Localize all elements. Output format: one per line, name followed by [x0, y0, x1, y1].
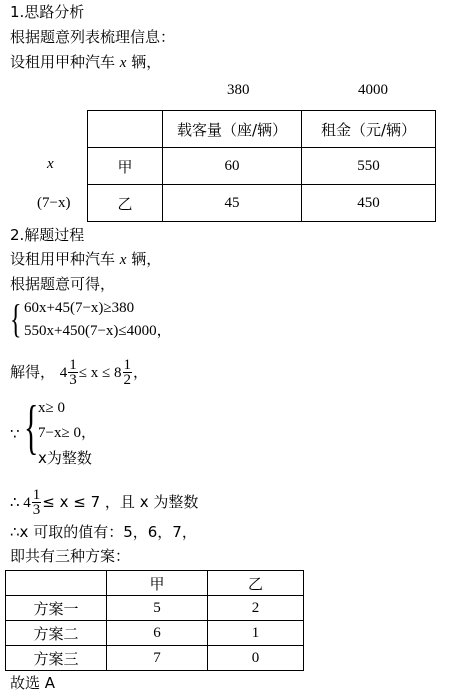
info-table [87, 110, 436, 222]
table-row [6, 621, 304, 646]
plans-table [5, 570, 304, 671]
solve-b-den: 2 [123, 372, 132, 388]
table1-side-7x: (7−x) [37, 195, 71, 211]
info-table-row-yi-rent: 450 [302, 185, 436, 222]
table-row [6, 646, 304, 671]
condition-1: x≥ 0 [38, 400, 65, 416]
solve-tail: ， [133, 363, 149, 381]
solve-a-den: 3 [69, 372, 77, 388]
info-table-row-yi-capacity: 45 [163, 185, 302, 222]
solve-a-num: 1 [69, 357, 77, 373]
section2-line1-var: x [119, 252, 127, 268]
table1-side-x: x [47, 156, 54, 172]
therefore-1-num: 1 [32, 487, 41, 503]
section2-line1-text: 设租用甲种汽车 [10, 250, 120, 268]
section1-heading: 1.思路分析 [10, 3, 85, 21]
section1-line2-text: 设租用甲种汽车 [10, 53, 120, 71]
section2-line2: 根据题意可得， [10, 275, 116, 293]
therefore-1-suffix: ≤ x ≤ 7 ，且 x 为整数 [42, 493, 199, 511]
section1-line1: 根据题意列表梳理信息： [10, 28, 176, 46]
solve-a-fraction [68, 358, 78, 387]
condition-3: x为整数 [38, 449, 92, 467]
therefore-1-fraction [32, 488, 42, 517]
inequality-2-text: 550x+450(7−x)≤4000 [24, 323, 157, 339]
inequality-1: 60x+45(7−x)≥380 [24, 300, 135, 316]
plans-table-header-yi: 乙 [208, 571, 304, 596]
section1-line2-tail: 辆， [126, 53, 162, 71]
info-table-corner [88, 111, 163, 148]
solve-b-fraction [123, 358, 133, 387]
plan-yi: 2 [208, 596, 304, 621]
solve-line [10, 358, 148, 387]
table1-top-right: 4000 [358, 82, 388, 98]
info-table-row-jia-rent: 550 [302, 148, 436, 185]
plan-jia: 7 [107, 646, 208, 671]
system-brace: { [10, 296, 22, 341]
section1-line2 [10, 52, 161, 73]
plan-yi: 1 [208, 621, 304, 646]
section2-heading: 2.解题过程 [10, 226, 85, 244]
conditions-brace: { [24, 394, 39, 460]
answer-line: 故选 A [10, 674, 56, 692]
inequality-2 [24, 321, 172, 341]
plan-jia: 5 [107, 596, 208, 621]
plan-name: 方案三 [6, 646, 107, 671]
table-row [6, 596, 304, 621]
therefore-2: ∴x 可取的值有：5，6，7， [10, 523, 197, 541]
plans-line: 即共有三种方案： [10, 547, 131, 565]
therefore-1-prefix: ∴ 4 [10, 495, 31, 511]
condition-2: 7−x≥ 0， [38, 425, 96, 441]
plans-table-header-jia: 甲 [107, 571, 208, 596]
section2-line1 [10, 249, 161, 270]
plan-name: 方案一 [6, 596, 107, 621]
solve-mid: ≤ x ≤ 8 [78, 365, 122, 381]
plans-table-corner [6, 571, 107, 596]
inequality-2-tail: ， [156, 323, 172, 339]
plan-name: 方案二 [6, 621, 107, 646]
info-table-row-yi-label: 乙 [88, 185, 163, 222]
solve-a-whole: 4 [59, 365, 68, 381]
section1-line2-var: x [119, 55, 127, 71]
therefore-1 [10, 488, 198, 517]
info-table-header-rent: 租金（元/辆） [302, 111, 436, 148]
solve-prefix: 解得， [10, 363, 56, 381]
plan-yi: 0 [208, 646, 304, 671]
table1-top-left: 380 [227, 82, 250, 98]
plan-jia: 6 [107, 621, 208, 646]
info-table-header-capacity: 载客量（座/辆） [163, 111, 302, 148]
therefore-1-den: 3 [32, 502, 41, 518]
info-table-row-jia-label: 甲 [88, 148, 163, 185]
info-table-row-jia-capacity: 60 [163, 148, 302, 185]
section2-line1-tail: 辆， [126, 250, 162, 268]
solve-b-num: 1 [123, 357, 132, 373]
because-symbol: ∵ [10, 425, 20, 443]
